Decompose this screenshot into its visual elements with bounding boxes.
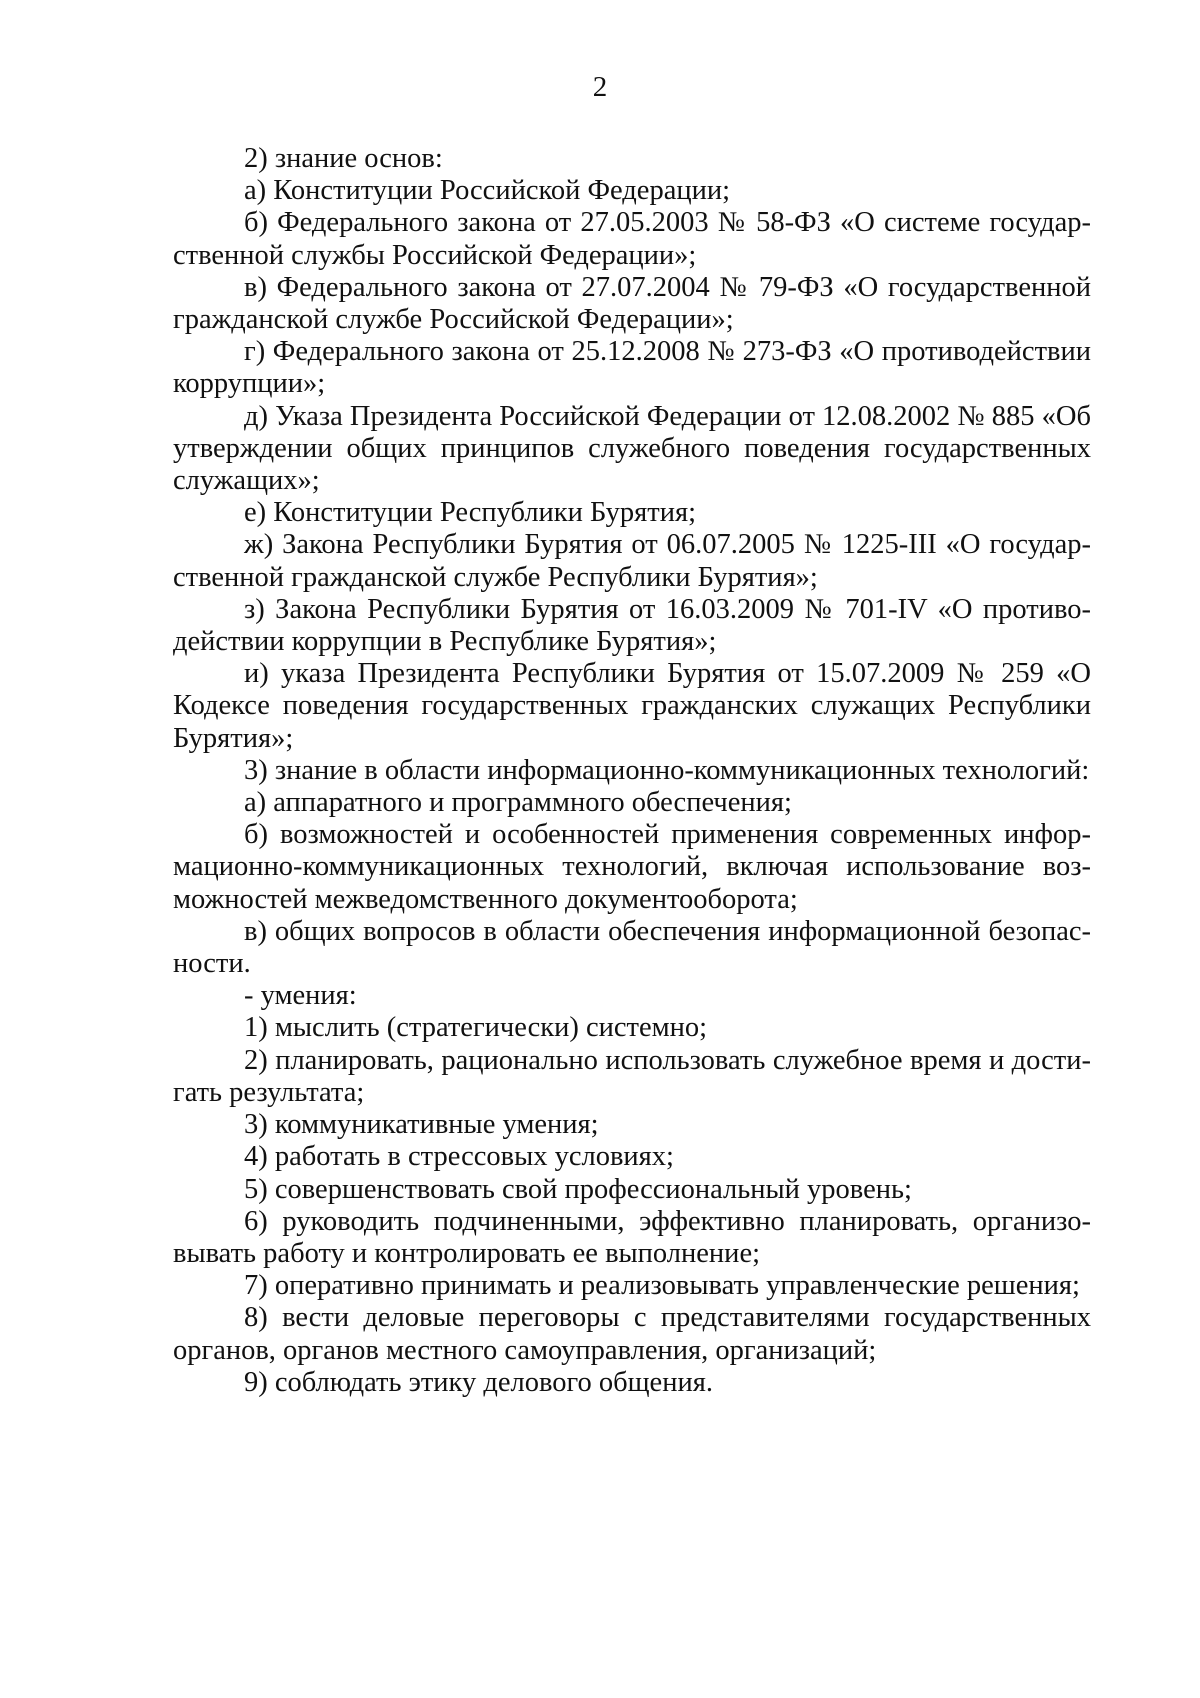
page-number: 2 — [592, 71, 608, 103]
paragraph: в) Федерального закона от 27.07.2004 № 79-ФЗ «О государственной гражданской службе Российской Федерации»; — [173, 271, 1091, 336]
paragraph: 4) работать в стрессовых условиях; — [244, 1141, 674, 1173]
paragraph: 2) знание основ: — [244, 143, 443, 174]
paragraph: - умения: — [244, 980, 357, 1012]
paragraph: 2) планировать, рационально использовать служебное время и достигать результата; — [173, 1044, 1091, 1108]
paragraph: 8) вести деловые переговоры с представителями государственных органов, органов местного самоуправления, организаций; — [173, 1302, 1091, 1366]
paragraph: ж) Закона Республики Бурятия от 06.07.2005 № 1225-III «О государственной гражданской службе Республики Бурятия»; — [173, 529, 1091, 593]
paragraph: 3) знание в области информационно-коммуникационных технологий: — [244, 754, 1090, 786]
paragraph: д) Указа Президента Российской Федерации от 12.08.2002 № 885 «Об утверждении общих принципов служебного поведения государственных служащих»; — [173, 400, 1091, 497]
document-body — [173, 143, 1091, 1399]
paragraph: 5) совершенствовать свой профессиональный уровень; — [244, 1173, 912, 1205]
paragraph: а) Конституции Российской Федерации; — [244, 175, 731, 207]
paragraph: и) указа Президента Республики Бурятия от 15.07.2009 № 259 «О Кодексе поведения государственных гражданских служащих Республики Бурятия»; — [173, 658, 1091, 754]
paragraph: б) возможностей и особенностей применения современных информационно-коммуникационных технологий, включая использование возможностей межведомственного документооборота; — [173, 819, 1091, 915]
paragraph: а) аппаратного и программного обеспечения; — [244, 787, 792, 819]
paragraph: в) общих вопросов в области обеспечения информационной безопасности. — [173, 915, 1091, 980]
paragraph: 6) руководить подчиненными, эффективно планировать, организовывать работу и контролировать ее выполнение; — [173, 1205, 1091, 1269]
paragraph: 1) мыслить (стратегически) системно; — [244, 1012, 708, 1044]
paragraph: 7) оперативно принимать и реализовывать управленческие решения; — [244, 1270, 1080, 1302]
paragraph: 3) коммуникативные умения; — [244, 1109, 599, 1141]
paragraph: е) Конституции Республики Бурятия; — [244, 497, 697, 529]
paragraph: б) Федерального закона от 27.05.2003 № 58-ФЗ «О системе государственной службы Российской Федерации»; — [173, 207, 1091, 271]
paragraph: 9) соблюдать этику делового общения. — [244, 1366, 713, 1398]
paragraph: г) Федерального закона от 25.12.2008 № 273-ФЗ «О противодействии коррупции»; — [173, 336, 1091, 400]
paragraph: з) Закона Республики Бурятия от 16.03.2009 № 701-IV «О противодействии коррупции в Республике Бурятия»; — [173, 593, 1091, 658]
